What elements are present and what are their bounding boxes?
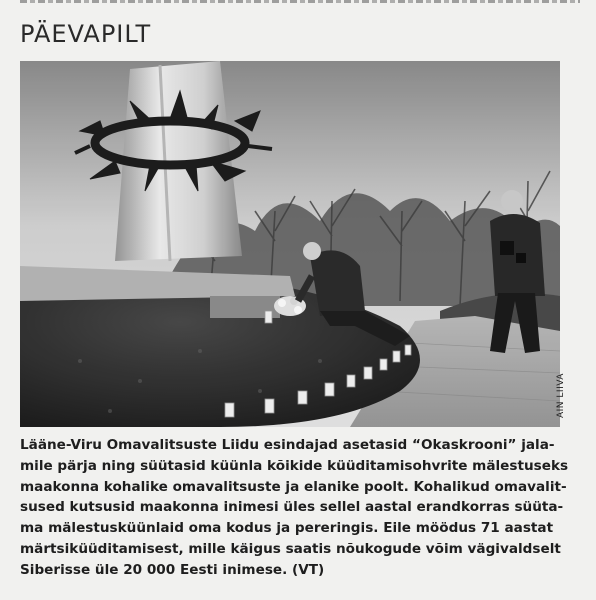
caption-line: mile pärja ning süütasid küünla kõikide küüditamisohvrite mälestuseks xyxy=(20,457,569,474)
caption-line: sused kutsusid maakonna inimesi üles sellel aastal erandkorras süüta- xyxy=(20,499,564,516)
caption-line: märtsiküüditamisest, mille käigus saatis nõukogude võim vägivaldselt xyxy=(20,540,561,557)
previous-article-edge xyxy=(0,0,596,6)
photo-caption xyxy=(20,435,568,581)
photo-illustration xyxy=(20,61,560,427)
section-title: PÄEVAPILT xyxy=(20,20,152,48)
caption-line: Siberisse üle 20 000 Eesti inimese. (VT) xyxy=(20,561,325,578)
caption-line: ma mälestusküünlaid oma kodus ja pereringis. Eile möödus 71 aastat xyxy=(20,520,554,537)
caption-line: Lääne-Viru Omavalitsuste Liidu esindajad asetasid “Okaskrooni” jala- xyxy=(20,437,555,453)
news-photo xyxy=(20,61,560,427)
photo-credit: AIN LIIVA xyxy=(556,373,566,418)
caption-line: maakonna kohalike omavalitsuste ja elanike poolt. Kohalikud omavalit- xyxy=(20,478,567,495)
